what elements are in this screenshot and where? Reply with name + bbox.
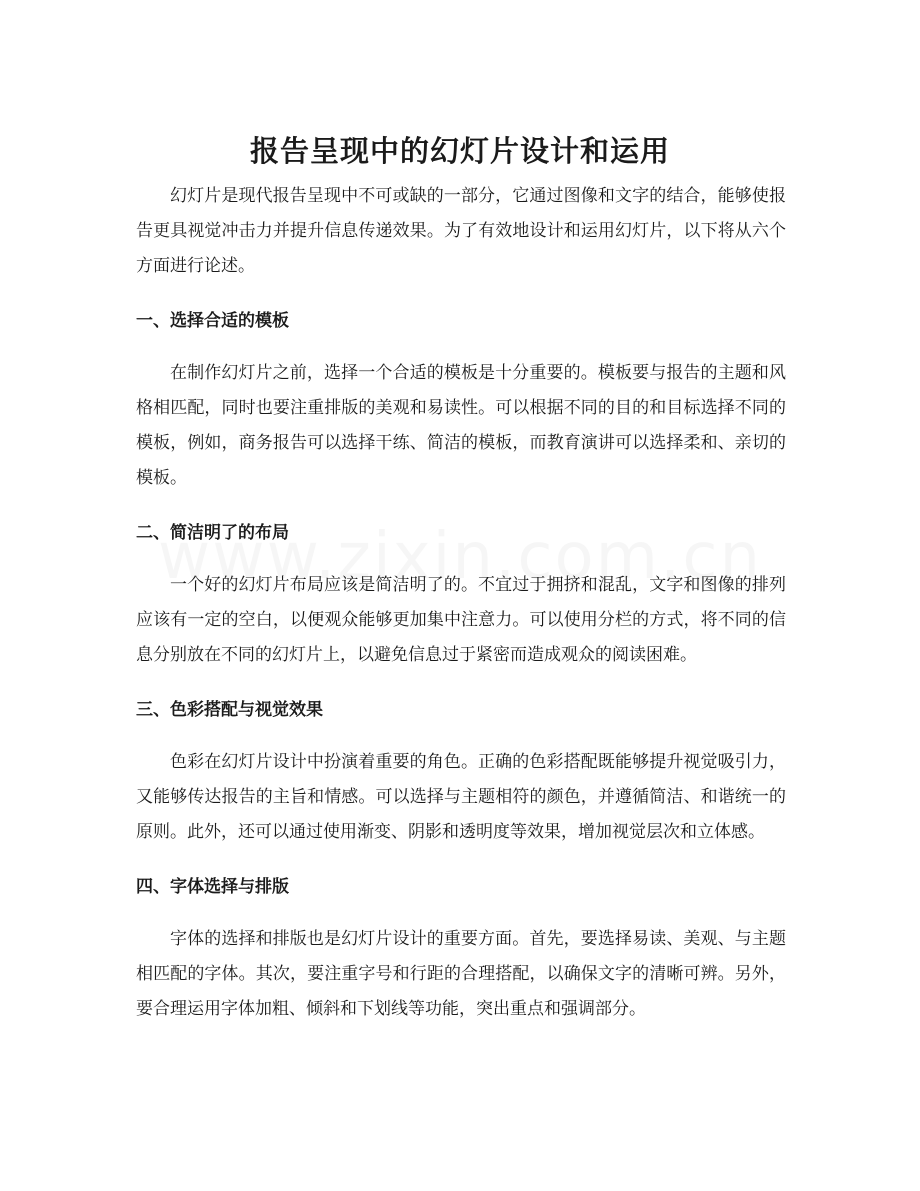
section-body-2: 一个好的幻灯片布局应该是简洁明了的。不宜过于拥挤和混乱，文字和图像的排列应该有一定的空白，以便观众能够更加集中注意力。可以使用分栏的方式，将不同的信息分别放在不同的幻灯片上，以避免信息过于紧密而造成观众的阅读困难。 [136,575,786,665]
document-body [136,179,786,1027]
section-heading-4: 四、字体选择与排版 [136,877,289,897]
section-body-4: 字体的选择和排版也是幻灯片设计的重要方面。首先，要选择易读、美观、与主题相匹配的字体。其次，要注重字号和行距的合理搭配，以确保文字的清晰可辨。另外，要合理运用字体加粗、倾斜和下划线等功能，突出重点和强调部分。 [136,929,786,1019]
section-body-1: 在制作幻灯片之前，选择一个合适的模板是十分重要的。模板要与报告的主题和风格相匹配，同时也要注重排版的美观和易读性。可以根据不同的目的和目标选择不同的模板，例如，商务报告可以选择干练、简洁的模板，而教育演讲可以选择柔和、亲切的模板。 [136,363,786,488]
document-title: 报告呈现中的幻灯片设计和运用 [249,134,670,169]
section-heading-1: 一、选择合适的模板 [136,311,289,331]
intro-paragraph: 幻灯片是现代报告呈现中不可或缺的一部分，它通过图像和文字的结合，能够使报告更具视觉冲击力并提升信息传递效果。为了有效地设计和运用幻灯片，以下将从六个方面进行论述。 [136,186,786,276]
section-heading-3: 三、色彩搭配与视觉效果 [136,700,323,720]
section-body-3: 色彩在幻灯片设计中扮演着重要的角色。正确的色彩搭配既能够提升视觉吸引力，又能够传达报告的主旨和情感。可以选择与主题相符的颜色，并遵循简洁、和谐统一的原则。此外，还可以通过使用渐变、阴影和透明度等效果，增加视觉层次和立体感。 [136,752,786,842]
section-heading-2: 二、简洁明了的布局 [136,523,289,543]
